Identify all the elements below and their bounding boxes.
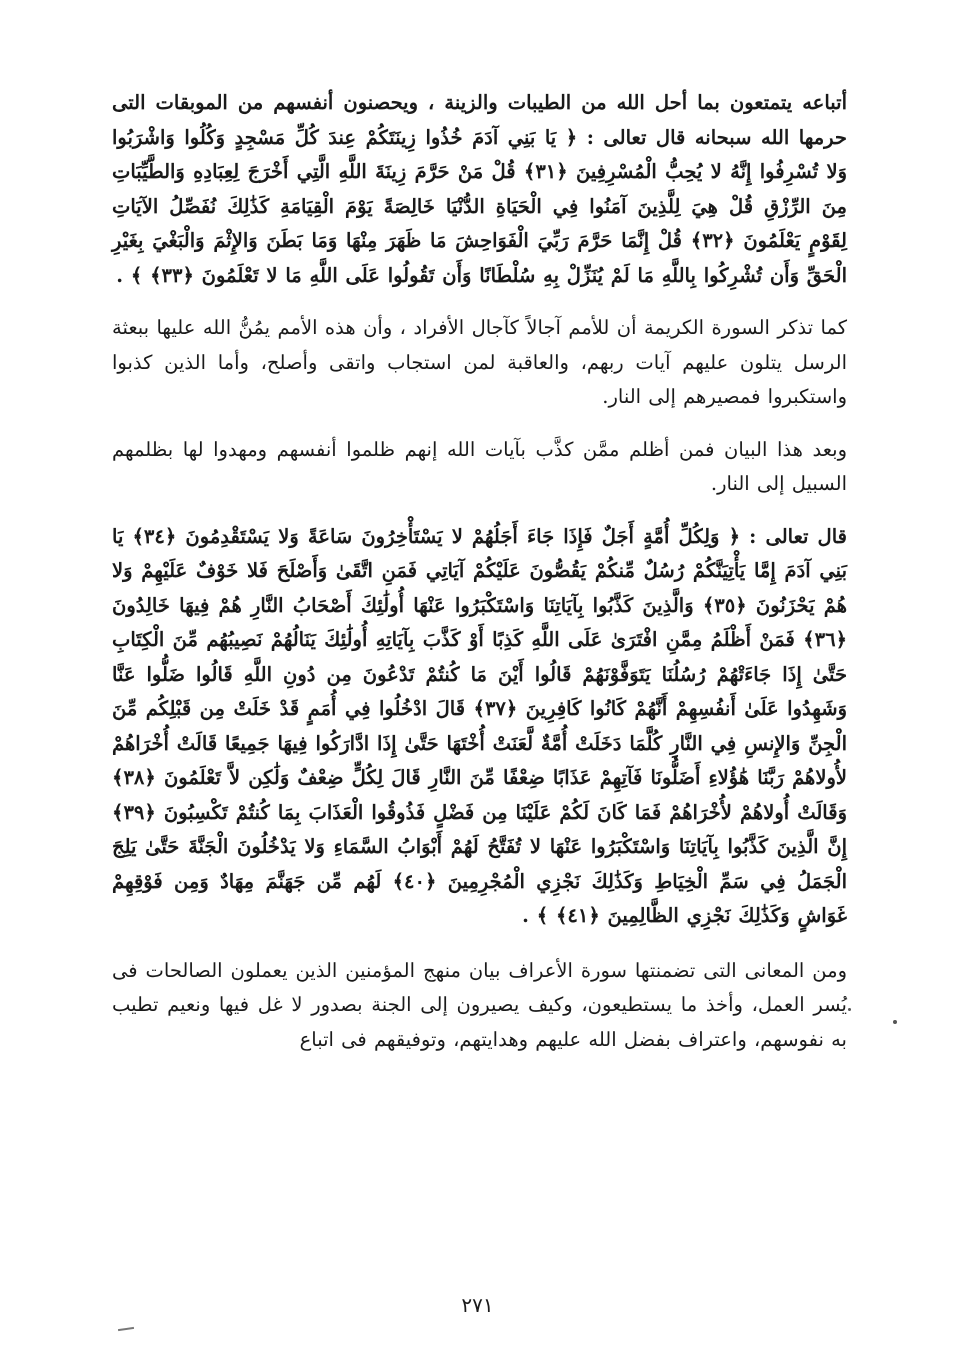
margin-speck [848,1008,851,1011]
margin-speck [893,1020,897,1024]
paragraph-nations-terms: كما تذكر السورة الكريمة أن للأمم آجالاً كآجال الأفراد ، وأن هذه الأمم يمُنُّ الله عليها ببعثة الرسل يتلون عليهم آيات ربهم، والعاقبة لمن استجاب واتقى وأصلح، وأما الذين كذبوا واستكبروا فمصيرهم إلى النار. [112,316,847,408]
paragraph-quran-verses-34-41: قال تعالى : ﴿ وَلِكُلِّ أُمَّةٍ أَجَلٌ فَإِذَا جَاءَ أَجَلُهُمْ لا يَسْتَأْخِرُونَ سَاعَةً وَلا يَسْتَقْدِمُونَ ﴿٣٤﴾ يَا بَنِي آدَمَ إِمَّا يَأْتِيَنَّكُمْ رُسُلٌ مِّنكُمْ يَقُصُّونَ عَلَيْكُمْ آيَاتِي فَمَنِ اتَّقَىٰ وَأَصْلَحَ فَلا خَوْفٌ عَلَيْهِمْ وَلا هُمْ يَحْزَنُونَ ﴿٣٥﴾ وَالَّذِينَ كَذَّبُوا بِآيَاتِنَا وَاسْتَكْبَرُوا عَنْهَا أُولَٰئِكَ أَصْحَابُ النَّارِ هُمْ فِيهَا خَالِدُونَ ﴿٣٦﴾ فَمَنْ أَظْلَمُ مِمَّنِ افْتَرَىٰ عَلَى اللَّهِ كَذِبًا أَوْ كَذَّبَ بِآيَاتِهِ أُولَٰئِكَ يَنَالُهُمْ نَصِيبُهُم مِّنَ الْكِتَابِ حَتَّىٰ إِذَا جَاءَتْهُمْ رُسُلُنَا يَتَوَفَّوْنَهُمْ قَالُوا أَيْنَ مَا كُنتُمْ تَدْعُونَ مِن دُونِ اللَّهِ قَالُوا ضَلُّوا عَنَّا وَشَهِدُوا عَلَىٰ أَنفُسِهِمْ أَنَّهُمْ كَانُوا كَافِرِينَ ﴿٣٧﴾ قَالَ ادْخُلُوا فِي أُمَمٍ قَدْ خَلَتْ مِن قَبْلِكُم مِّنَ الْجِنِّ وَالإِنسِ فِي النَّارِ كُلَّمَا دَخَلَتْ أُمَّةٌ لَّعَنَتْ أُخْتَهَا حَتَّىٰ إِذَا ادَّارَكُوا فِيهَا جَمِيعًا قَالَتْ أُخْرَاهُمْ لأُولاهُمْ رَبَّنَا هَٰؤُلاءِ أَضَلُّونَا فَآتِهِمْ عَذَابًا ضِعْفًا مِّنَ النَّارِ قَالَ لِكُلٍّ ضِعْفٌ وَلَٰكِن لاَّ تَعْلَمُونَ ﴿٣٨﴾ وَقَالَتْ أُولاهُمْ لأُخْرَاهُمْ فَمَا كَانَ لَكُمْ عَلَيْنَا مِن فَضْلٍ فَذُوقُوا الْعَذَابَ بِمَا كُنتُمْ تَكْسِبُونَ ﴿٣٩﴾ إِنَّ الَّذِينَ كَذَّبُوا بِآيَاتِنَا وَاسْتَكْبَرُوا عَنْهَا لا تُفَتَّحُ لَهُمْ أَبْوَابُ السَّمَاءِ وَلا يَدْخُلُونَ الْجَنَّةَ حَتَّىٰ يَلِجَ الْجَمَلُ فِي سَمِّ الْخِيَاطِ وَكَذَٰلِكَ نَجْزِي الْمُجْرِمِينَ ﴿٤٠﴾ لَهُم مِّن جَهَنَّمَ مِهَادٌ وَمِن فَوْقِهِمْ غَوَاشٍ وَكَذَٰلِكَ نَجْزِي الظَّالِمِينَ ﴿٤١﴾ ﴾ . [112,524,847,927]
paragraph-who-is-more-unjust: وبعد هذا البيان فمن أظلم ممَّن كذَّب بآيات الله إنهم ظلموا أنفسهم ومهدوا لها بظلمهم السبيل إلى النار. [112,437,847,495]
paragraph-believers-method: ومن المعانى التى تضمنتها سورة الأعراف بيان منهج المؤمنين الذين يعملون الصالحات فى يُسر العمل، وأخذ ما يستطيعون، وكيف يصيرون إلى الجنة بصدور لا غل فيها ونعيم تطيب به نفوسهم، واعتراف بفضل الله عليهم وهدايتهم، وتوفيقهم فى اتباع [112,958,847,1051]
page-number: ٢٧١ [461,1293,494,1317]
paragraph-quran-verses-31-33: أتباعه يتمتعون بما أحل الله من الطيبات والزينة ، ويحصنون أنفسهم من الموبقات التى حرمها الله سبحانه قال تعالى : ﴿ يَا بَنِي آدَمَ خُذُوا زِينَتَكُمْ عِندَ كُلِّ مَسْجِدٍ وَكُلُوا وَاشْرَبُوا وَلا تُسْرِفُوا إِنَّهُ لا يُحِبُّ الْمُسْرِفِينَ ﴿٣١﴾ قُلْ مَنْ حَرَّمَ زِينَةَ اللَّهِ الَّتِي أَخْرَجَ لِعِبَادِهِ وَالطَّيِّبَاتِ مِنَ الرِّزْقِ قُلْ هِيَ لِلَّذِينَ آمَنُوا فِي الْحَيَاةِ الدُّنْيَا خَالِصَةً يَوْمَ الْقِيَامَةِ كَذَٰلِكَ نُفَصِّلُ الآيَاتِ لِقَوْمٍ يَعْلَمُونَ ﴿٣٢﴾ قُلْ إِنَّمَا حَرَّمَ رَبِّيَ الْفَوَاحِشَ مَا ظَهَرَ مِنْهَا وَمَا بَطَنَ وَالإِثْمَ وَالْبَغْيَ بِغَيْرِ الْحَقِّ وَأَن تُشْرِكُوا بِاللَّهِ مَا لَمْ يُنَزِّلْ بِهِ سُلْطَانًا وَأَن تَقُولُوا عَلَى اللَّهِ مَا لا تَعْلَمُونَ ﴿٣٣﴾ ﴾ . [112,91,847,287]
